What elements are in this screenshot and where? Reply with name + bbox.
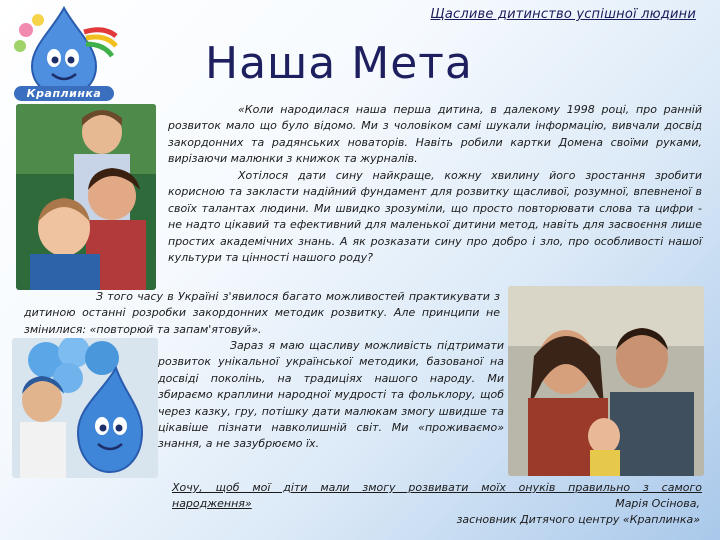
paragraph-3: З того часу в Україні з'явилося багато можливостей практикувати з дитиною останні розробки закордонних методик розвитку. Але принципи не змінилися: «повторюй та запам'ятовуй».: [24, 290, 500, 336]
logo-text: Краплинка: [14, 86, 114, 101]
kraplynka-logo: [4, 2, 120, 102]
paragraph-4: Зараз я маю щасливу можливість підтримати розвиток унікальної української методики, базованої на досвіді поколінь, на традиціях нашого народу. Ми збираємо краплини народної мудрості та фольклору, щоб через казку, гру, потішку дати малюкам змогу швидше та цікавіше пізнати навколишній світ. Ми «проживаємо» знання, а не зазубрюємо їх.: [158, 339, 504, 451]
closing-quote: Хочу, щоб мої діти мали змогу розвивати моїх онуків правильно з самого народження»: [172, 481, 702, 510]
paragraph-1: «Коли народилася наша перша дитина, в далекому 1998 році, про ранній розвиток мало що було відомо. Ми з чоловіком самі шукали інформацію, вивчали досвід закордонних та радянських новаторів. Навіть робили картки Домена своїми руками, вирізаючи малюнки з книжок та журналів.: [168, 103, 702, 166]
author-role: засновник Дитячого центру «Краплинка»: [456, 513, 700, 526]
family-photo-boys: [16, 104, 156, 290]
page-title: Наша Мета: [205, 38, 473, 89]
family-photo-parents: [508, 286, 704, 476]
tagline: Щасливе дитинство успішної людини: [430, 7, 696, 22]
author-name: Марія Осінова,: [615, 497, 700, 510]
mascot-photo: [12, 338, 158, 478]
paragraph-2: Хотілося дати сину найкраще, кожну хвилину його зростання зробити корисною та закласти надійний фундамент для розвитку щасливої, розумної, впевненої в своїх талантах людини. Ми швидко зрозуміли, що просто повторювати слова та цифри - не надто цікавий та ефективний для маленької дитини метод, навіть для засвоєння лише простих академічних знань. А як розказати сину про добро і зло, про особливості нашої культури та цінності нашого роду?: [168, 169, 702, 265]
